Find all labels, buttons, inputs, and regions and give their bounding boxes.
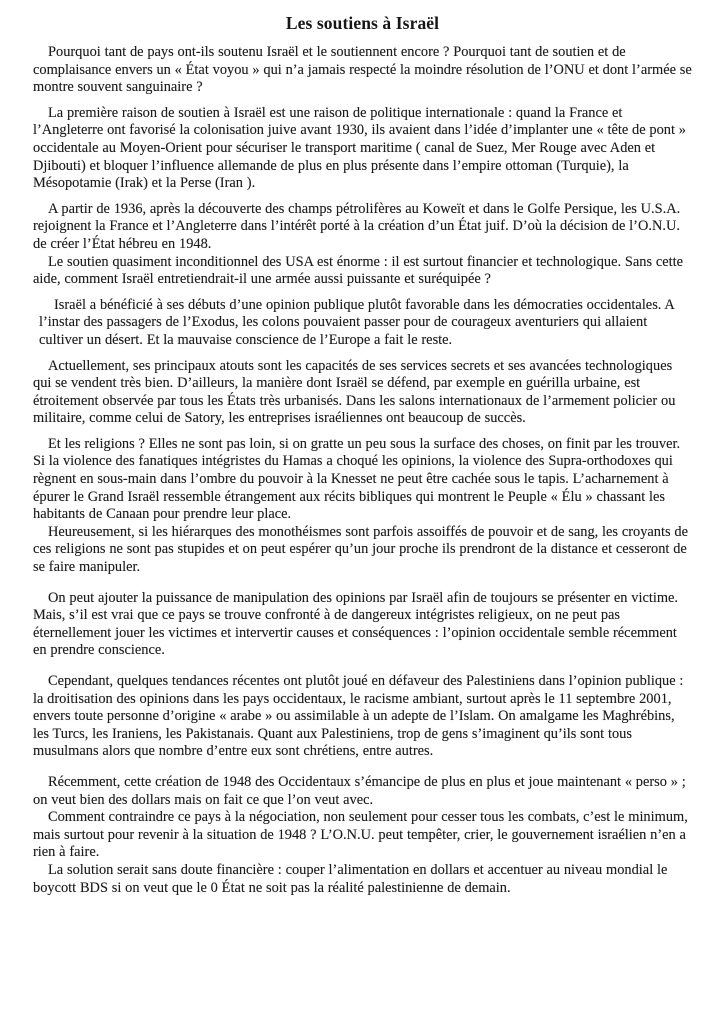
- paragraph-believers-hope: Heureusement, si les hiérarques des monothéismes sont parfois assoiffés de pouvoir et de sang, les croyants de ces religions ne sont pas stupides et on peut espérer qu’un jour proche ils prendront de la distance et cesseront de se faire manipuler.: [33, 523, 688, 576]
- paragraph-recent-trends: Cependant, quelques tendances récentes ont plutôt joué en défaveur des Palestiniens dans l’opinion publique : la droitisation des opinions dans les pays occidentaux, le racisme ambiant, surtout après le 11 septembre 2001, envers toute personne d’origine « arabe » ou assimilable à un adepte de l’Islam. On amalgame les Maghrébins, les Turcs, les Iraniens, les Pakistanais. Quant aux Palestiniens, trop de gens s’imaginent qu’ils sont tous musulmans alors que nombre d’entre eux sont chrétiens, entre autres.: [33, 673, 684, 760]
- paragraph-negotiation: Comment contraindre ce pays à la négociation, non seulement pour cesser tous les combats, c’est le minimum, mais surtout pour revenir à la situation de 1948 ? L’O.N.U. peut tempêter, crier, le gouvernement israélien n’en a rien à faire.: [33, 809, 688, 861]
- paragraph-religions: Et les religions ? Elles ne sont pas loin, si on gratte un peu sous la surface des choses, on finit par les trouver. Si la violence des fanatiques intégristes du Hamas a choqué les opinions, la violence des Supra-orthodoxes qui règnent en sous-main dans l’ombre du pouvoir à la Knesset ne peut être cachée sous le tapis. L’acharnement à épurer le Grand Israël ressemble étrangement aux récits bibliques qui montrent le Peuple « Élu » chassant les habitants de Canaan pour prendre leur place.: [33, 435, 681, 523]
- document-title: Les soutiens à Israël: [285, 13, 440, 33]
- paragraph-emancipation: Récemment, cette création de 1948 des Occidentaux s’émancipe de plus en plus et joue maintenant « perso » ; on veut bien des dollars mais on fait ce que l’on veut avec.: [33, 773, 686, 808]
- paragraph-intro-question: Pourquoi tant de pays ont-ils soutenu Israël et le soutiennent encore ? Pourquoi tant de soutien et de complaisance envers un « État voyou » qui n’a jamais respecté la moindre résolution de l’ONU et dont l’armée se montre souvent sanguinaire ?: [33, 44, 692, 96]
- paragraph-opinion-manipulation: On peut ajouter la puissance de manipulation des opinions par Israël afin de toujours se présenter en victime. Mais, s’il est vrai que ce pays se trouve confronté à de dangereux intégristes religieux, on ne peut pas éternellement jouer les victimes et intervertir causes et conséquences : l’opinion occidentale semble récemment en prendre conscience.: [33, 589, 679, 659]
- paragraph-1936-oil: A partir de 1936, après la découverte des champs pétrolifères au Koweït et dans le Golfe Persique, les U.S.A. rejoignent la France et l’Angleterre dans l’intérêt porté à la création d’un État juif. D’où la décision de l’O.N.U. de créer l’État hébreu en 1948.: [33, 200, 681, 252]
- paragraph-public-opinion: Israël a bénéficié à ses débuts d’une opinion publique plutôt favorable dans les démocraties occidentales. A l’instar des passagers de l’Exodus, les colons pouvaient passer pour de courageux aventuriers qui allaient cultiver un désert. Et la mauvaise conscience de l’Europe a fait le reste.: [39, 296, 674, 348]
- paragraph-usa-support: Le soutien quasiment inconditionnel des USA est énorme : il est surtout financier et technologique. Sans cette aide, comment Israël entretiendrait-il une armée aussi puissante et suréquipée ?: [33, 253, 684, 288]
- paragraph-first-reason: La première raison de soutien à Israël est une raison de politique internationale : quand la France et l’Angleterre ont favorisé la colonisation juive avant 1930, ils avaient dans l’idée d’implanter une « tête de pont » occidentale au Moyen-Orient pour sécuriser le transport maritime ( canal de Suez, Mer Rouge avec Aden et Djibouti) et bloquer l’influence allemande de plus en plus présente dans l’empire ottoman (Turquie), la Mésopotamie (Irak) et la Perse (Iran ).: [33, 104, 686, 192]
- paragraph-current-assets: Actuellement, ses principaux atouts sont les capacités de ses services secrets et ses avancées technologiques qui se vendent très bien. D’ailleurs, la manière dont Israël se défend, par exemple en guérilla urbaine, est étroitement observée par tous les États très urbanisés. Dans les salons internationaux de l’armement policier ou militaire, comme celui de Satory, les entreprises israéliennes ont beaucoup de succès.: [33, 357, 676, 427]
- paragraph-financial-solution: La solution serait sans doute financière : couper l’alimentation en dollars et accentuer au niveau mondial le boycott BDS si on veut que le 0 État ne soit pas la réalité palestinienne de demain.: [33, 861, 668, 896]
